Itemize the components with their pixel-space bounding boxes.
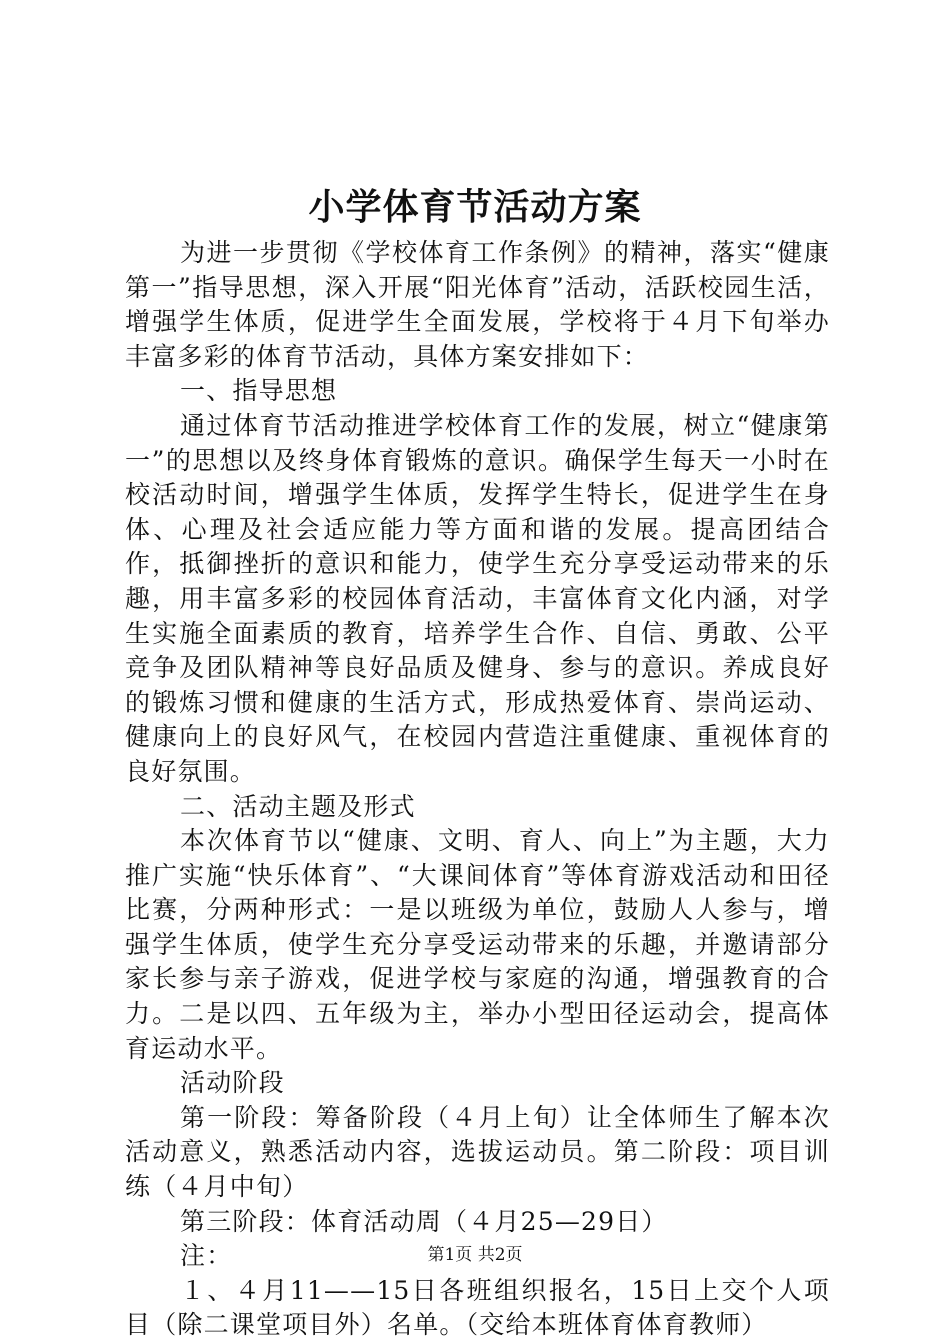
note-label: 注： (180, 1241, 233, 1271)
document-body (125, 236, 830, 1343)
theme-form-paragraph: 本次体育节以“健康、文明、育人、向上”为主题，大力推广实施“快乐体育”、“大课间体育”等体育游戏活动和田径比赛，分两种形式：一是以班级为单位，鼓励人人参与，增强学生体质，使学生充分享受运动带来的乐趣，并邀请部分家长参与亲子游戏，促进学校与家庭的沟通，增强教育的合力。二是以四、五年级为主，举办小型田径运动会，提高体育运动水平。 (125, 826, 830, 1063)
intro-paragraph: 为进一步贯彻《学校体育工作条例》的精神，落实“健康第一”指导思想，深入开展“阳光体育”活动，活跃校园生活，增强学生体质，促进学生全面发展，学校将于４月下旬举办丰富多彩的体育节活动，具体方案安排如下： (125, 238, 830, 371)
note-item-1: １、４月11——15日各班组织报名，15日上交个人项目（除二课堂项目外）名单。（交给本班体育体育教师） (125, 1275, 830, 1340)
page-indicator: 第1页 共2页 (427, 1245, 523, 1265)
guiding-thought-paragraph: 通过体育节活动推进学校体育工作的发展，树立“健康第一”的思想以及终身体育锻炼的意识。确保学生每天一小时在校活动时间，增强学生体质，发挥学生特长，促进学生在身体、心理及社会适应能力等方面和谐的发展。提高团结合作，抵御挫折的意识和能力，使学生充分享受运动带来的乐趣，用丰富多彩的校园体育活动，丰富体育文化内涵，对学生实施全面素质的教育，培养学生合作、自信、勇敢、公平竞争及团队精神等良好品质及健身、参与的意识。养成良好的锻炼习惯和健康的生活方式，形成热爱体育、崇尚运动、健康向上的良好风气，在校园内营造注重健康、重视体育的良好氛围。 (125, 410, 830, 786)
stage-three-paragraph: 第三阶段：体育活动周（４月25—29日） (180, 1206, 668, 1236)
section-heading-guiding-thought: 一、指导思想 (180, 376, 338, 406)
section-heading-activity-stages: 活动阶段 (180, 1068, 285, 1098)
section-heading-theme-form: 二、活动主题及形式 (180, 791, 416, 821)
stage-one-two-paragraph: 第一阶段：筹备阶段（４月上旬）让全体师生了解本次活动意义，熟悉活动内容，选拔运动员。第二阶段：项目训练（４月中旬） (125, 1102, 830, 1202)
page-title: 小学体育节活动方案 (308, 186, 642, 228)
